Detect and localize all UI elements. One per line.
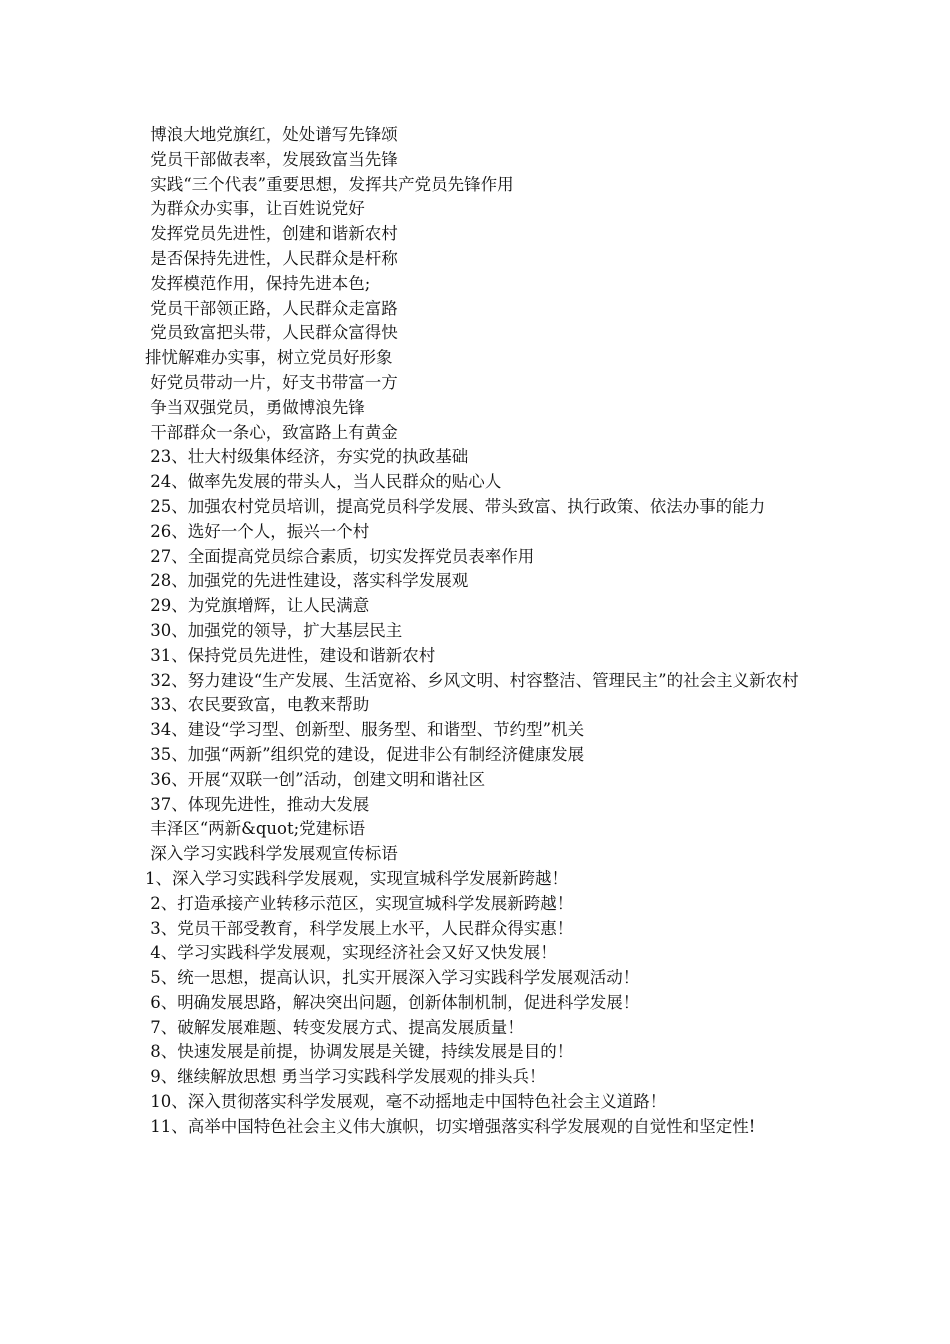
slogan-line: 党员干部领正路，人民群众走富路 [145, 298, 398, 318]
slogan-line: 10、深入贯彻落实科学发展观，毫不动摇地走中国特色社会主义道路！ [145, 1092, 667, 1112]
slogan-line: 争当双强党员，勇做博浪先锋 [145, 397, 365, 417]
slogan-line: 干部群众一条心，致富路上有黄金 [145, 422, 398, 442]
slogan-line: 26、选好一个人，振兴一个村 [145, 521, 370, 541]
slogan-line: 25、加强农村党员培训，提高党员科学发展、带头致富、执行政策、依法办事的能力 [145, 496, 766, 516]
slogan-line: 实践“三个代表”重要思想，发挥共产党员先锋作用 [145, 174, 514, 194]
slogan-line: 34、建设“学习型、创新型、服务型、和谐型、节约型”机关 [145, 720, 585, 740]
slogan-line: 3、党员干部受教育，科学发展上水平，人民群众得实惠！ [145, 918, 574, 938]
slogan-line: 6、明确发展思路，解决突出问题，创新体制机制，促进科学发展！ [145, 992, 640, 1012]
slogan-line: 党员致富把头带，人民群众富得快 [145, 323, 398, 343]
slogan-line: 4、学习实践科学发展观，实现经济社会又好又快发展！ [145, 943, 557, 963]
slogan-line: 27、全面提高党员综合素质，切实发挥党员表率作用 [145, 546, 535, 566]
slogan-line: 32、努力建设“生产发展、生活宽裕、乡风文明、村容整洁、管理民主”的社会主义新农村 [145, 670, 799, 690]
slogan-line: 丰泽区“两新&quot;党建标语 [145, 819, 366, 839]
slogan-line: 2、打造承接产业转移示范区，实现宣城科学发展新跨越！ [145, 893, 574, 913]
slogan-line: 23、壮大村级集体经济，夯实党的执政基础 [145, 447, 469, 467]
slogan-line: 深入学习实践科学发展观宣传标语 [145, 844, 398, 864]
slogan-line: 9、继续解放思想 勇当学习实践科学发展观的排头兵！ [145, 1067, 546, 1087]
slogan-line: 8、快速发展是前提，协调发展是关键，持续发展是目的！ [145, 1042, 574, 1062]
slogan-line: 为群众办实事，让百姓说党好 [145, 199, 365, 219]
slogan-line: 33、农民要致富，电教来帮助 [145, 695, 370, 715]
slogan-line: 31、保持党员先进性，建设和谐新农村 [145, 645, 436, 665]
slogan-line: 博浪大地党旗红，处处谱写先锋颂 [145, 125, 398, 144]
slogan-line: 5、统一思想，提高认识，扎实开展深入学习实践科学发展观活动！ [145, 968, 640, 988]
slogan-line: 28、加强党的先进性建设，落实科学发展观 [145, 571, 469, 591]
slogan-line: 37、体现先进性，推动大发展 [145, 794, 370, 814]
slogan-line: 是否保持先进性，人民群众是杆称 [145, 248, 398, 268]
slogan-line: 11、高举中国特色社会主义伟大旗帜，切实增强落实科学发展观的自觉性和坚定性! [145, 1116, 756, 1136]
slogan-line: 发挥模范作用，保持先进本色; [145, 273, 371, 293]
slogan-line: 36、开展“双联一创”活动，创建文明和谐社区 [145, 769, 486, 789]
slogan-line: 24、做率先发展的带头人，当人民群众的贴心人 [145, 472, 502, 492]
slogan-line: 1、深入学习实践科学发展观，实现宣城科学发展新跨越！ [145, 868, 568, 888]
slogan-line: 发挥党员先进性，创建和谐新农村 [145, 224, 398, 244]
slogan-line: 党员干部做表率，发展致富当先锋 [145, 149, 398, 169]
slogan-line: 29、为党旗增辉，让人民满意 [145, 596, 370, 616]
slogan-list [145, 123, 805, 1140]
slogan-line: 好党员带动一片，好支书带富一方 [145, 372, 398, 392]
slogan-line: 7、破解发展难题、转变发展方式、提高发展质量！ [145, 1017, 524, 1037]
slogan-line: 35、加强“两新”组织党的建设，促进非公有制经济健康发展 [145, 744, 585, 764]
slogan-line: 排忧解难办实事，树立党员好形象 [145, 348, 393, 368]
slogan-line: 30、加强党的领导，扩大基层民主 [145, 620, 403, 640]
